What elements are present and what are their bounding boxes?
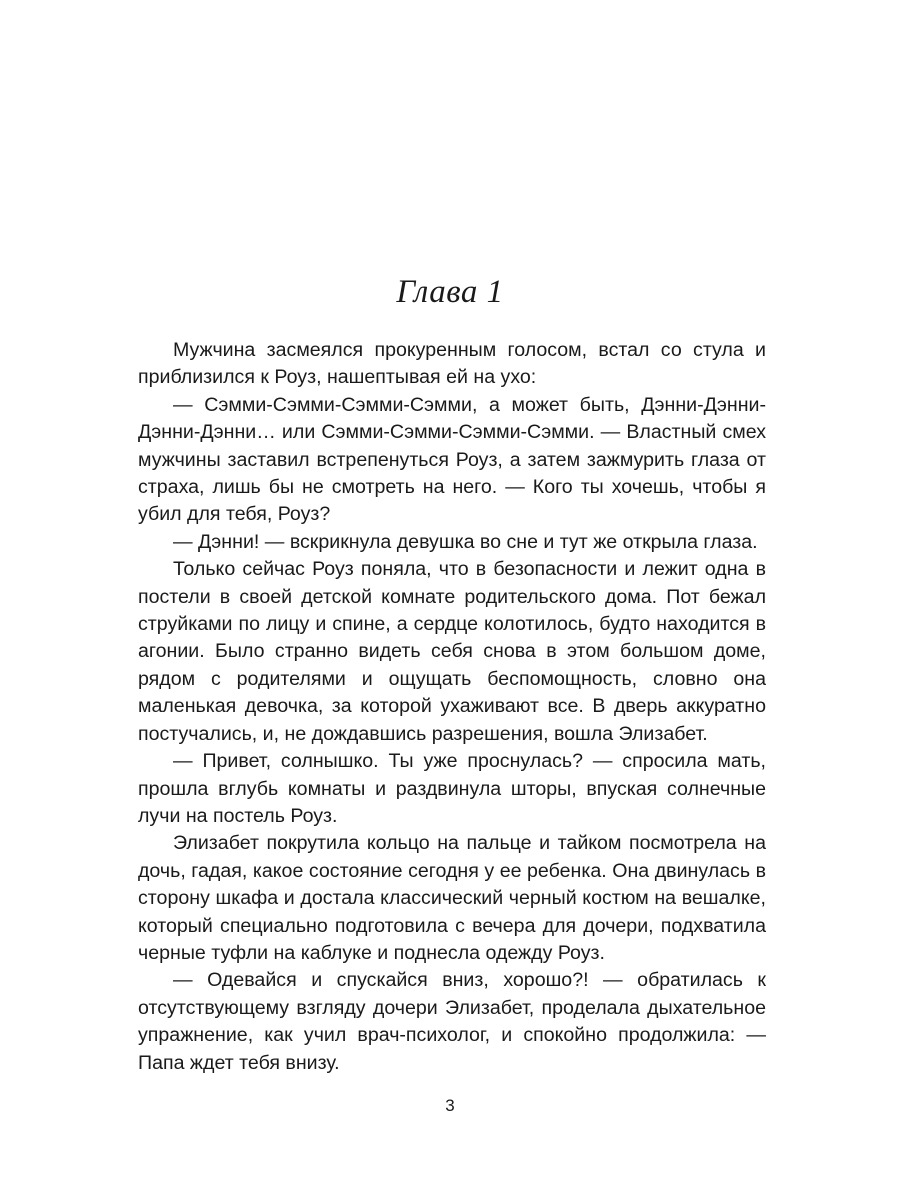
chapter-text	[138, 337, 766, 1077]
paragraph: — Дэнни! — вскрикнула девушка во сне и тут же открыла глаза.	[173, 530, 758, 553]
paragraph: — Сэмми-Сэмми-Сэмми-Сэмми, а может быть, Дэнни-Дэнни-Дэнни-Дэнни… или Сэмми-Сэмми-Сэмми-Сэмми. — Властный смех мужчины заставил встрепенуться Роуз, а затем зажмурить глаза от страха, лишь бы не смотреть на него. — Кого ты хочешь, чтобы я убил для тебя, Роуз?	[138, 393, 766, 526]
paragraph: — Одевайся и спускайся вниз, хорошо?! — обратилась к отсутствующему взгляду дочери Элизабет, проделала дыхательное упражнение, как учил врач-психолог, и спокойно продолжила: — Папа ждет тебя внизу.	[138, 969, 766, 1074]
page-number: 3	[445, 1096, 455, 1115]
paragraph: Только сейчас Роуз поняла, что в безопасности и лежит одна в постели в своей детской комнате родительского дома. Пот бежал струйками по лицу и спине, а сердце колотилось, будто находится в агонии. Было странно видеть себя снова в этом большом доме, рядом с родителями и ощущать беспомощность, словно она маленькая девочка, за которой ухаживают все. В дверь аккуратно постучались, и, не дождавшись разрешения, вошла Элизабет.	[138, 558, 766, 745]
paragraph: — Привет, солнышко. Ты уже проснулась? — спросила мать, прошла вглубь комнаты и раздвинула шторы, впуская солнечные лучи на постель Роуз.	[138, 750, 766, 827]
paragraph: Элизабет покрутила кольцо на пальце и тайком посмотрела на дочь, гадая, какое состояние сегодня у ее ребенка. Она двинулась в сторону шкафа и достала классический черный костюм на вешалке, который специально подготовила с вечера для дочери, подхватила черные туфли на каблуке и поднесла одежду Роуз.	[138, 832, 766, 964]
chapter-title: Глава 1	[396, 274, 504, 310]
paragraph: Мужчина засмеялся прокуренным голосом, встал со стула и приблизился к Роуз, нашептывая ей на ухо:	[138, 339, 766, 389]
